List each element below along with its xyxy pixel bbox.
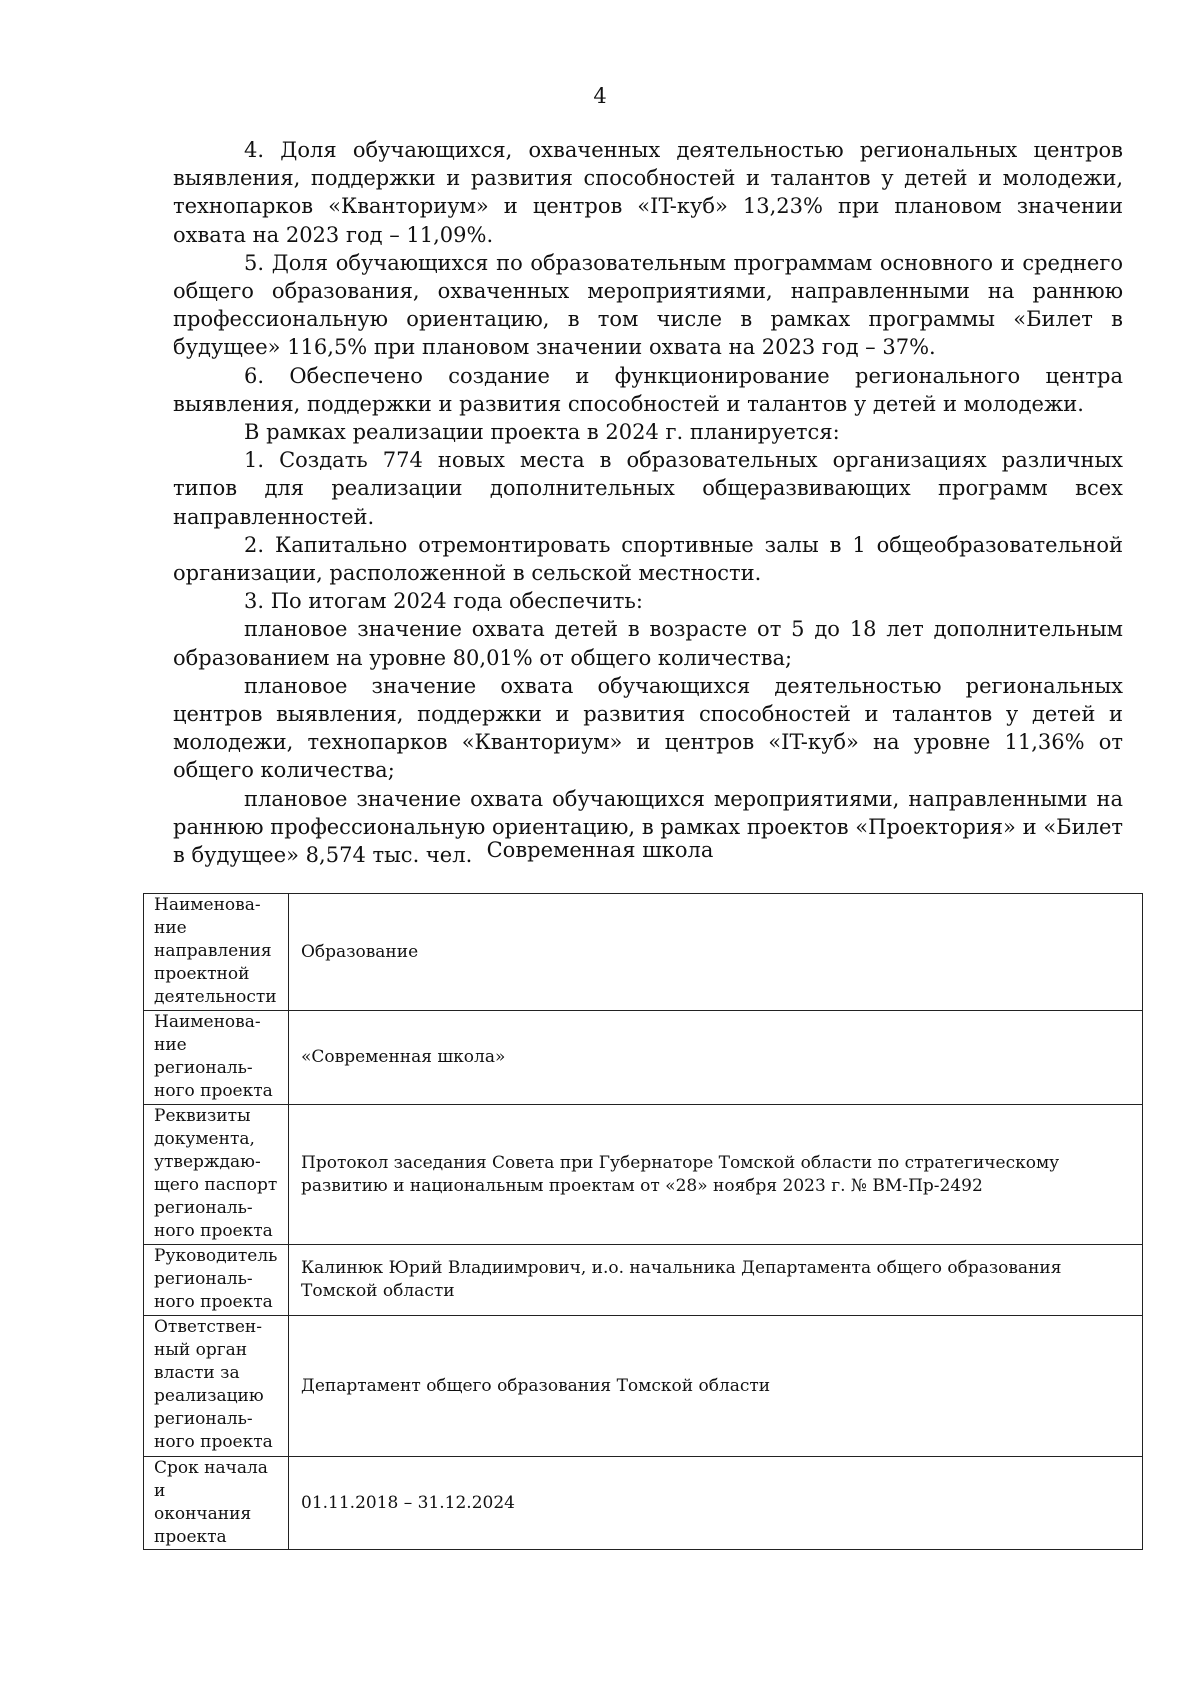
table-row <box>144 1245 1143 1316</box>
table-row <box>144 1105 1143 1245</box>
paragraph: В рамках реализации проекта в 2024 г. планируется: <box>244 420 840 445</box>
paragraph: 1. Создать 774 новых места в образовательных организациях различных типов для реализации дополнительных общеразвивающих программ всех направленностей. <box>173 448 1123 529</box>
row-label: Наименова- ние региональ- ного проекта <box>144 1011 289 1105</box>
paragraph: 3. По итогам 2024 года обеспечить: <box>244 589 643 614</box>
table-row <box>144 894 1143 1011</box>
paragraph: плановое значение охвата детей в возрасте от 5 до 18 лет дополнительным образованием на уровне 80,01% от общего количества; <box>173 617 1123 670</box>
paragraph: 5. Доля обучающихся по образовательным программам основного и среднего общего образования, охваченных мероприятиями, направленными на раннюю профессиональную ориентацию, в том числе в рамках программы «Билет в будущее» 116,5% при плановом значении охвата на 2023 год – 37%. <box>173 250 1123 360</box>
paragraph: 2. Капитально отремонтировать спортивные залы в 1 общеобразовательной организации, расположенной в сельской местности. <box>173 532 1123 586</box>
row-label: Срок начала и окончания проекта <box>144 1457 289 1550</box>
section-title: Современная школа <box>486 838 714 862</box>
body-text <box>173 136 1123 869</box>
paragraph: плановое значение охвата обучающихся деятельностью региональных центров выявления, поддержки и развития способностей и талантов у детей и молодежи, технопарков «Кванториум» и центров «IT-куб» на уровне 11,36% от общего количества; <box>173 673 1123 783</box>
row-value: Протокол заседания Совета при Губернаторе Томской области по стратегическому развитию и национальным проектам от «28» ноября 2023 г. № ВМ-Пр-2492 <box>289 1105 1143 1245</box>
row-value: Образование <box>289 894 1143 1011</box>
row-value: 01.11.2018 – 31.12.2024 <box>289 1457 1143 1550</box>
project-passport-table <box>143 893 1143 1550</box>
table-row <box>144 1457 1143 1550</box>
row-label: Наименова- ние направления проектной деятельности <box>144 894 289 1011</box>
row-value: «Современная школа» <box>289 1011 1143 1105</box>
page-number: 4 <box>593 84 607 108</box>
paragraph: 4. Доля обучающихся, охваченных деятельностью региональных центров выявления, поддержки и развития способностей и талантов у детей и молодежи, технопарков «Кванториум» и центров «IT-куб» 13,23% при плановом значении охвата на 2023 год – 11,09%. <box>173 138 1123 247</box>
row-label: Реквизиты документа, утверждаю- щего паспорт региональ- ного проекта <box>144 1105 289 1245</box>
table-row <box>144 1011 1143 1105</box>
table-row <box>144 1316 1143 1457</box>
row-label: Ответствен- ный орган власти за реализацию региональ- ного проекта <box>144 1316 289 1457</box>
row-label: Руководитель региональ- ного проекта <box>144 1245 289 1316</box>
paragraph: 6. Обеспечено создание и функционирование регионального центра выявления, поддержки и развития способностей и талантов у детей и молодежи. <box>173 363 1123 416</box>
paragraph: плановое значение охвата обучающихся мероприятиями, направленными на раннюю профессиональную ориентацию, в рамках проектов «Проектория» и «Билет в будущее» 8,574 тыс. чел. <box>173 786 1123 868</box>
row-value: Департамент общего образования Томской области <box>289 1316 1143 1457</box>
row-value: Калинюк Юрий Владиимрович, и.о. начальника Департамента общего образования Томской области <box>289 1245 1143 1316</box>
